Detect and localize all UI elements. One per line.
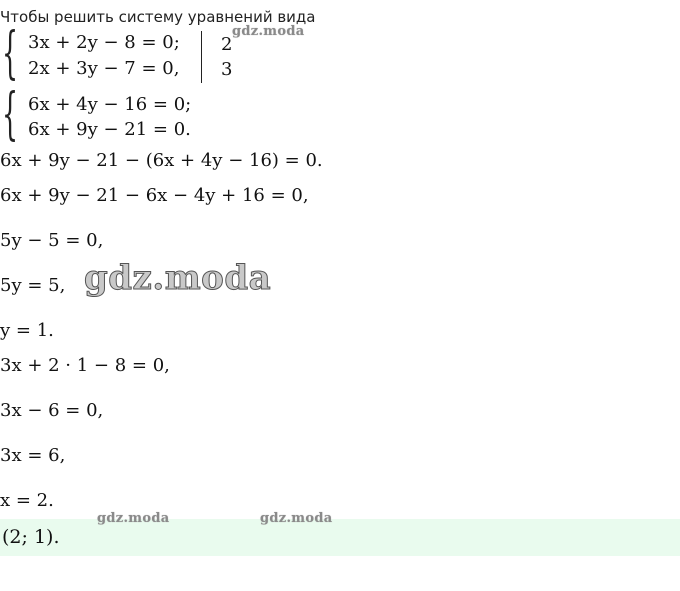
step-9: x = 2. [0, 490, 54, 511]
step-4: 5y = 5, [0, 275, 66, 296]
step-2: 6x + 9y − 21 − 6x − 4y + 16 = 0, [0, 185, 309, 206]
multiplier-2: 3 [221, 59, 233, 80]
step-5: y = 1. [0, 320, 54, 341]
step-7: 3x − 6 = 0, [0, 400, 104, 421]
step-8: 3x = 6, [0, 445, 66, 466]
watermark-big: gdz.moda [84, 258, 272, 298]
watermark-answer-left: gdz.moda [97, 511, 170, 526]
step-1: 6x + 9y − 21 − (6x + 4y − 16) = 0. [0, 150, 323, 171]
intro-text: Чтобы решить систему уравнений вида [0, 8, 316, 26]
left-brace: { [2, 21, 19, 86]
system-2-eq-2: 6x + 9y − 21 = 0. [28, 119, 191, 140]
system-2-eq-1: 6x + 4y − 16 = 0; [28, 94, 192, 115]
step-3: 5y − 5 = 0, [0, 230, 104, 251]
system-1-eq-1: 3x + 2y − 8 = 0; [28, 32, 180, 53]
answer-text: (2; 1). [2, 526, 60, 548]
system-1-eq-2: 2x + 3y − 7 = 0, [28, 58, 180, 79]
multiplier-divider [201, 31, 202, 83]
watermark-answer-right: gdz.moda [260, 511, 333, 526]
step-6: 3x + 2 · 1 − 8 = 0, [0, 355, 170, 376]
left-brace: { [2, 82, 19, 147]
watermark-top: gdz.moda [232, 24, 305, 39]
multiplier-1: 2 [221, 34, 233, 55]
